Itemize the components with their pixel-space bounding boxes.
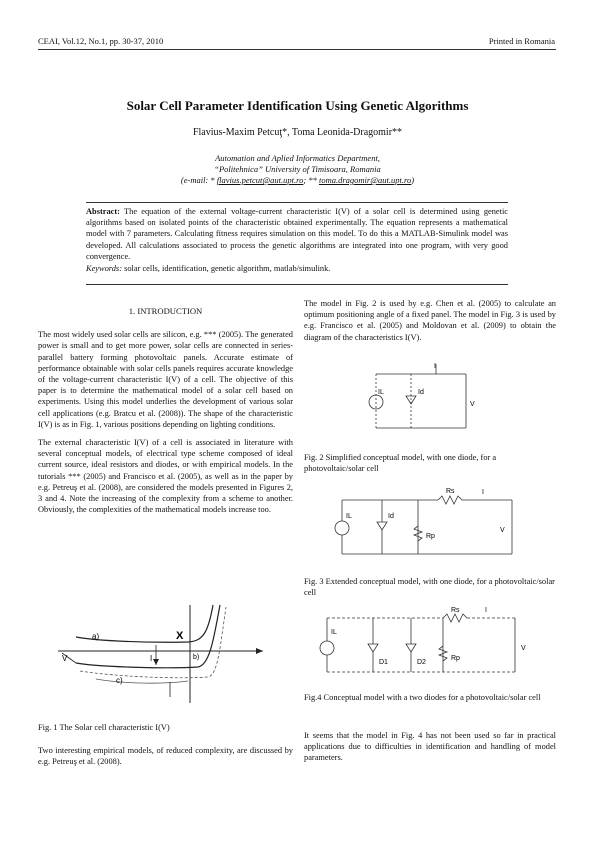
fig3-series-resistor — [438, 496, 462, 504]
figure-1-caption: Fig. 1 The Solar cell characteristic I(V) — [38, 723, 170, 732]
affiliation-university: “Politehnica” University of Timisoara, Romania — [214, 164, 381, 174]
paper-title: Solar Cell Parameter Identification Using Genetic Algorithms — [126, 98, 469, 113]
fig1-label-x: X — [176, 630, 184, 642]
fig4-series-resistor — [443, 614, 467, 622]
fig2-label-id: Id — [418, 389, 424, 396]
email-link-2[interactable]: toma.dragomir@aut.upt.ro — [318, 175, 412, 185]
printed-location: Printed in Romania — [488, 36, 555, 46]
affiliation-department: Automation and Aplied Informatics Department, — [215, 153, 380, 163]
abstract-text: The equation of the external voltage-current characteristic I(V) of a solar cell is determined using genetic algorithms based on isolated points of the characteristic obtained experimentally. The equation represents a mathematical model with 7 parameters. Calculating fitness requires simulation on this model. To do this a MATLAB-Simulink model was developed. All calculations associated to process the genetic algorithms are integrated into one program, with very good convergence. — [86, 207, 508, 261]
section-heading-introduction: 1. INTRODUCTION — [128, 306, 203, 316]
abstract-label: Abstract: — [86, 207, 120, 216]
abstract-top-rule — [86, 202, 508, 203]
intro-paragraph-3: Two interesting empirical models, of reduced complexity, are discussed by e.g. Petreuş et al. (2008). — [38, 746, 293, 767]
fig2-label-il: IL — [378, 389, 384, 396]
fig4-label-d1: D1 — [379, 659, 388, 666]
fig4-diode-2 — [406, 644, 416, 652]
fig3-current-source — [335, 521, 349, 535]
fig1-label-a: a) — [92, 632, 100, 641]
fig4-label-il: IL — [331, 629, 337, 636]
fig1-curve-c-lower — [96, 679, 188, 683]
right-paragraph-2: It seems that the model in Fig. 4 has not been used so far in practical applications due to difficulties in identification and handling of model parameters. — [304, 731, 556, 763]
fig1-label-c: c) — [116, 676, 123, 685]
figure-4-caption: Fig.4 Conceptual model with a two diodes for a photovoltaic/solar cell — [304, 693, 541, 702]
paper-authors: Flavius-Maxim Petcuţ*, Toma Leonida-Dragomir** — [192, 127, 403, 138]
left-column — [38, 306, 293, 522]
fig1-label-v: V — [62, 654, 68, 663]
fig4-diode-1 — [368, 644, 378, 652]
fig3-label-i: I — [482, 489, 484, 496]
fig4-label-rs: Rs — [451, 607, 460, 614]
fig2-label-i: I — [434, 363, 436, 370]
figure-4-circuit — [315, 604, 535, 678]
fig4-label-rp: Rp — [451, 655, 460, 662]
affiliation-emails — [0, 175, 595, 186]
fig4-label-v: V — [521, 645, 526, 652]
intro-paragraph-2: The external characteristic I(V) of a cell is associated in literature with several conceptual models, of electrical type scheme composed of ideal current source, ideal resistors and diodes, or with empirical models. In the tutorials *** (2005) and Francisco et al. (2005), as well as in the paper by e.g. Petreuş et al. (2008), are considered the models presented in Figures 2, 3 and 4. Note the increasing of the complexity from a scheme to another. Obviously, the complexities of the mathematical models increase too. — [38, 438, 293, 515]
fig3-label-v: V — [500, 527, 505, 534]
fig3-label-il: IL — [346, 513, 352, 520]
fig1-label-i: I — [150, 654, 153, 663]
email-prefix: (e-mail: * — [180, 175, 217, 185]
fig3-label-rs: Rs — [446, 488, 455, 495]
fig1-label-b: b) — [193, 654, 200, 661]
fig3-diode — [377, 522, 387, 530]
fig4-label-d2: D2 — [417, 659, 426, 666]
header-divider — [38, 49, 556, 50]
affiliation — [0, 153, 595, 186]
email-link-1[interactable]: flavius.petcut@aut.upt.ro — [216, 175, 304, 185]
figure-2-caption: Fig. 2 Simplified conceptual model, with one diode, for a photovoltaic/solar cell — [304, 453, 497, 473]
email-suffix: ) — [411, 175, 415, 185]
figure-3-circuit — [322, 482, 522, 562]
abstract-bottom-rule — [86, 284, 508, 285]
fig1-marker-arrow — [153, 659, 159, 665]
abstract — [86, 206, 508, 274]
fig3-label-id: Id — [388, 513, 394, 520]
intro-paragraph-1: The most widely used solar cells are silicon, e.g. *** (2005). The generated power is small and to get more power, solar cells are connected in series-parallel battery forming photovoltaic panels. Accurate estimate of performance obtainable with solar cells panels requires accurate knowledge of the voltage-current characteristic I(V) of a cell. The objective of this paper is to determine the mathematical model of a solar cell based on experiments. Using this model underlies the development of various solar cell applications (e.g. Bratcu et al. (2008)). The shape of the characteristic I(V) is as in Fig. 1, various positions depending on lighting conditions. — [38, 330, 293, 429]
journal-reference: CEAI, Vol.12, No.1, pp. 30-37, 2010 — [38, 36, 164, 46]
fig4-label-i: I — [485, 607, 487, 614]
figure-1-iv-characteristic — [58, 597, 268, 707]
right-paragraph-1: The model in Fig. 2 is used by e.g. Chen et al. (2005) to calculate an optimum positioning angle of a fixed panel. The model in Fig. 3 is used by e.g. Francisco et al. (2005) and Moldovan et al. (2009) to obtain the diagram of the characteristics I(V). — [304, 299, 556, 342]
keywords-label: Keywords: — [86, 264, 122, 274]
fig3-label-rp: Rp — [426, 533, 435, 540]
email-separator: ; ** — [303, 175, 319, 185]
figure-2-circuit — [356, 362, 506, 440]
fig4-current-source — [320, 641, 334, 655]
fig2-label-v: V — [470, 401, 475, 408]
fig1-v-axis-arrow — [256, 648, 263, 654]
figure-3-caption: Fig. 3 Extended conceptual model, with one diode, for a photovoltaic/solar cell — [304, 577, 555, 597]
keywords-text: solar cells, identification, genetic algorithm, matlab/simulink. — [124, 264, 331, 274]
